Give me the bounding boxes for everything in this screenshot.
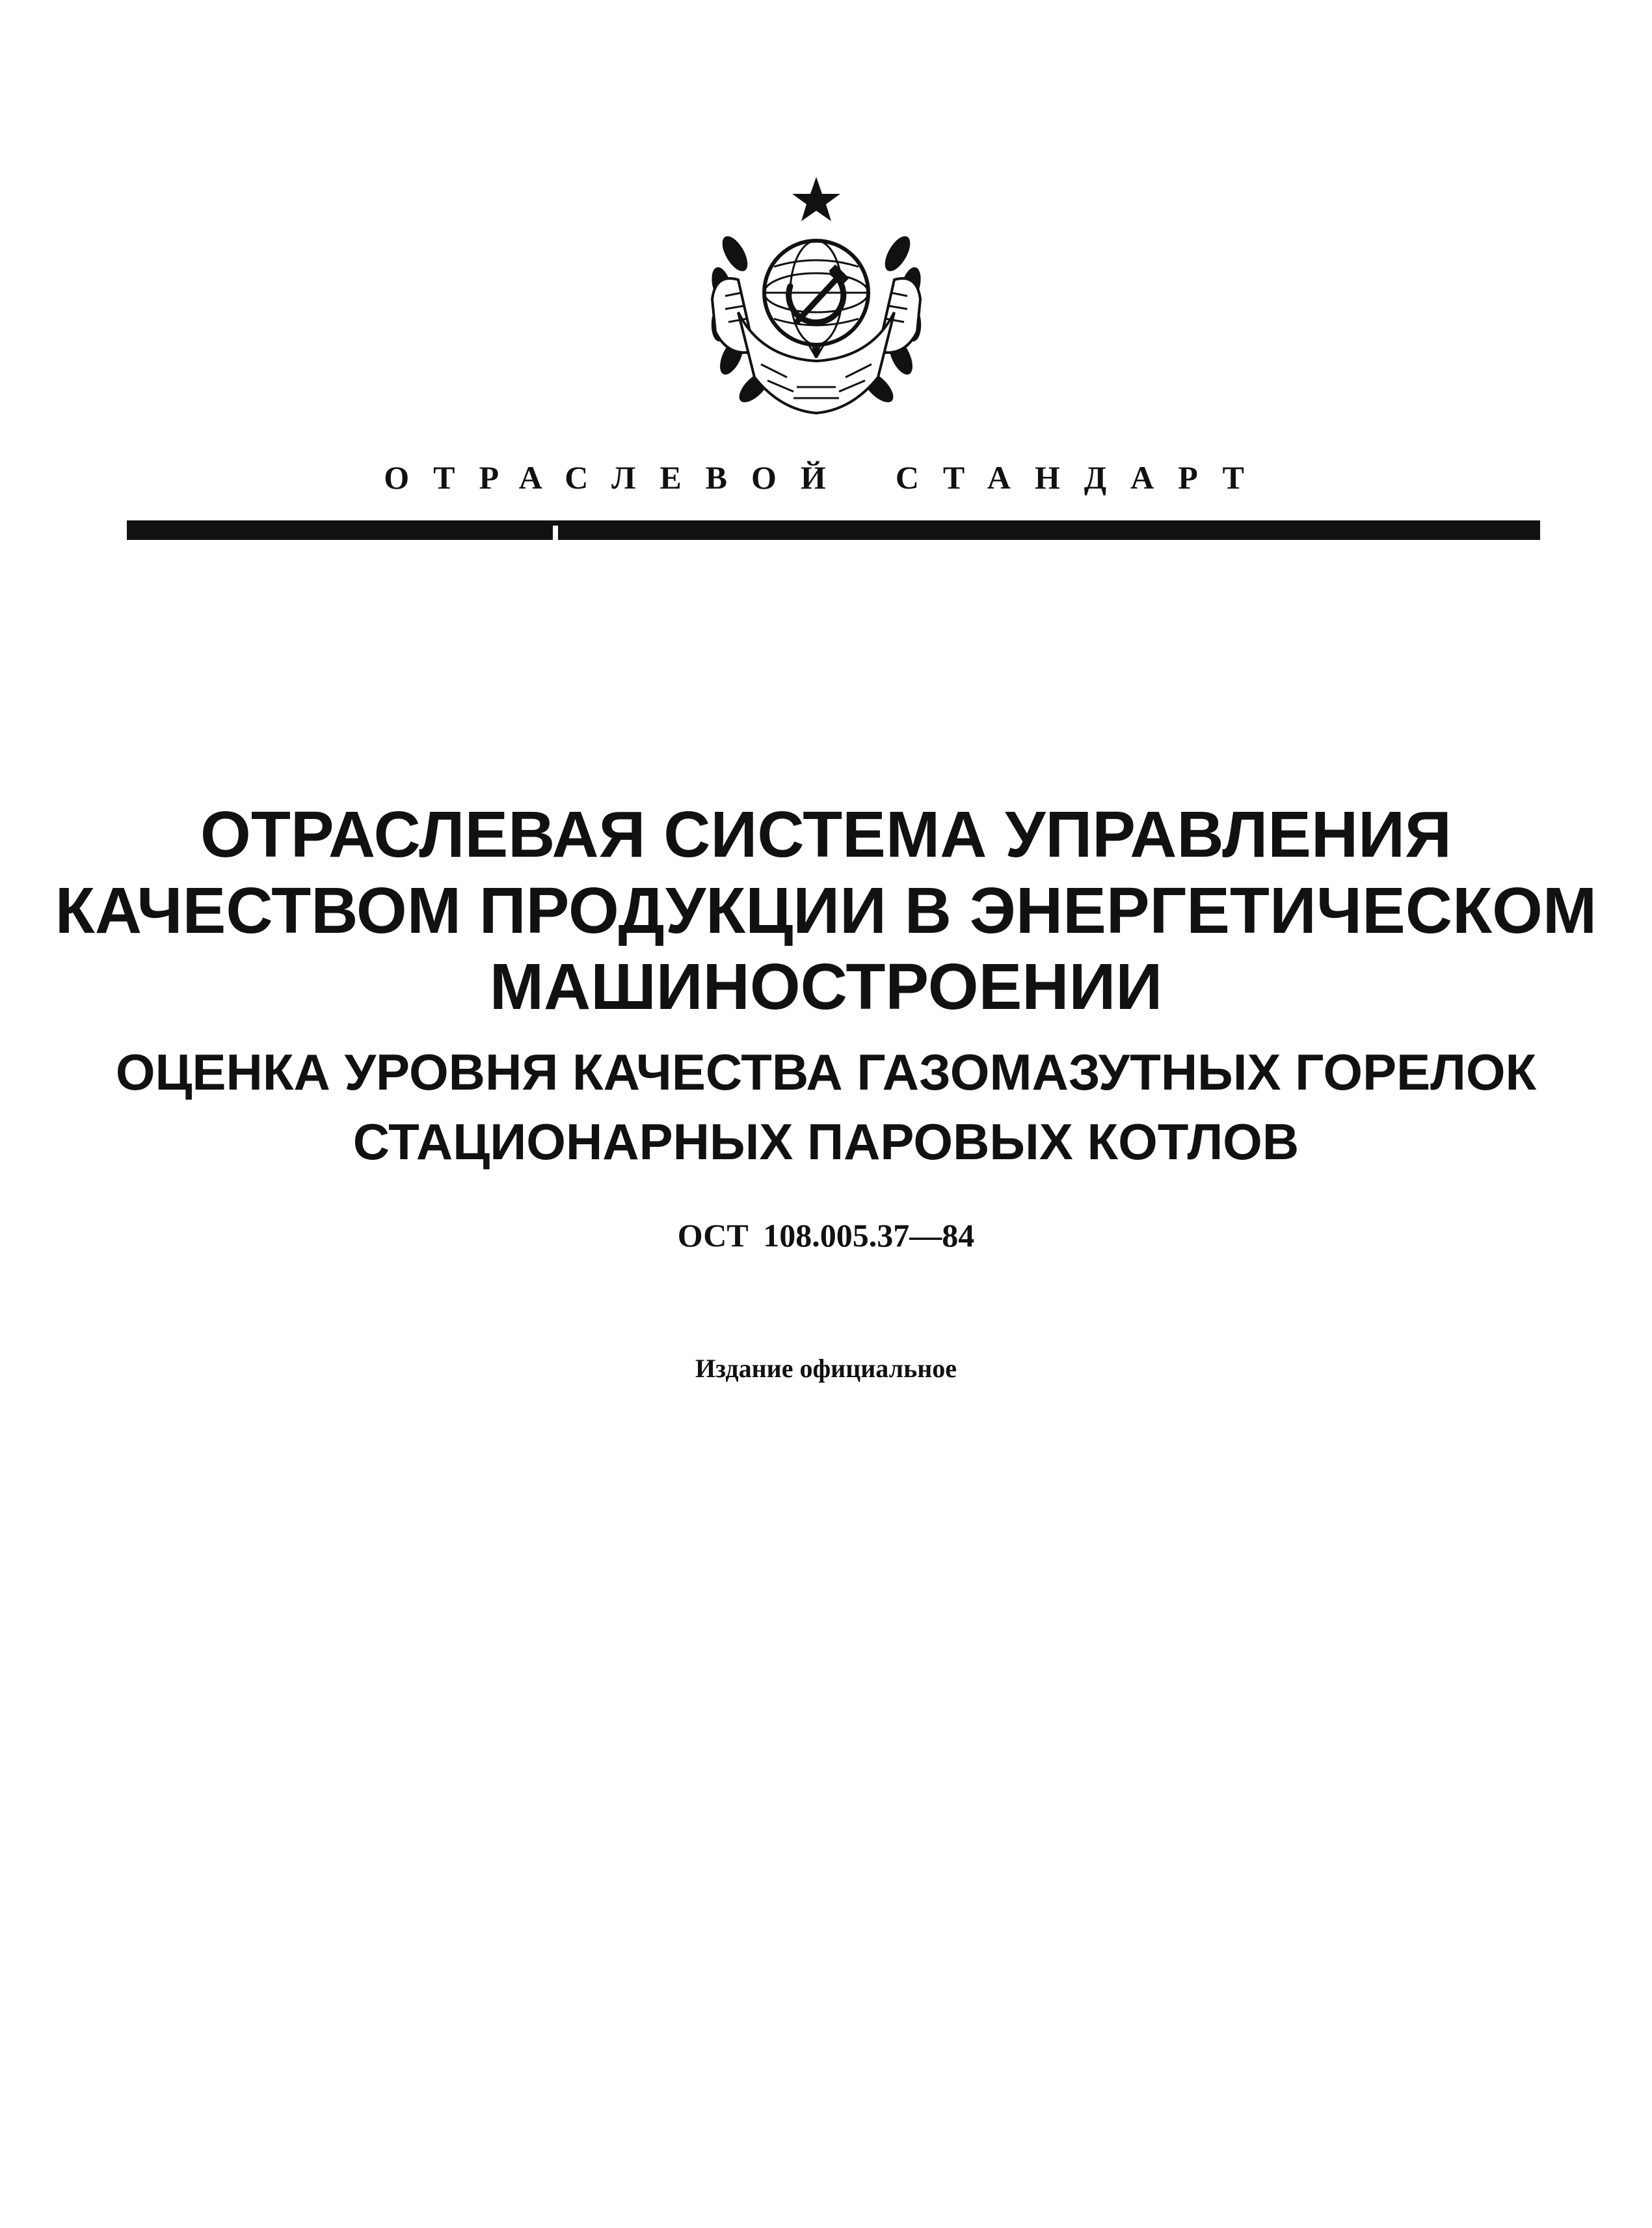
publisher-heading (0, 459, 1652, 496)
publisher-word-1: ОТРАСЛЕВОЙ (384, 459, 850, 496)
standard-code: ОСТ 108.005.37—84 (677, 1217, 975, 1254)
publisher-word-2: СТАНДАРТ (895, 459, 1268, 496)
document-title (0, 797, 1652, 1025)
header-rule-joint (550, 520, 561, 526)
subtitle-line-1: ОЦЕНКА УРОВНЯ КАЧЕСТВА ГАЗОМАЗУТНЫХ ГОРЕЛОК (115, 1043, 1537, 1101)
title-line-3: МАШИНОСТРОЕНИИ (489, 950, 1163, 1023)
header-rule-left (127, 520, 553, 540)
subtitle-line-2: СТАЦИОНАРНЫХ ПАРОВЫХ КОТЛОВ (353, 1113, 1299, 1170)
header-rule-right (558, 520, 1540, 540)
ussr-coat-of-arms-icon (676, 163, 956, 442)
title-line-2: КАЧЕСТВОМ ПРОДУКЦИИ В ЭНЕРГЕТИЧЕСКОМ (55, 874, 1597, 947)
title-line-1: ОТРАСЛЕВАЯ СИСТЕМА УПРАВЛЕНИЯ (200, 798, 1452, 871)
edition-label: Издание официальное (695, 1354, 957, 1383)
document-subtitle (0, 1038, 1652, 1177)
